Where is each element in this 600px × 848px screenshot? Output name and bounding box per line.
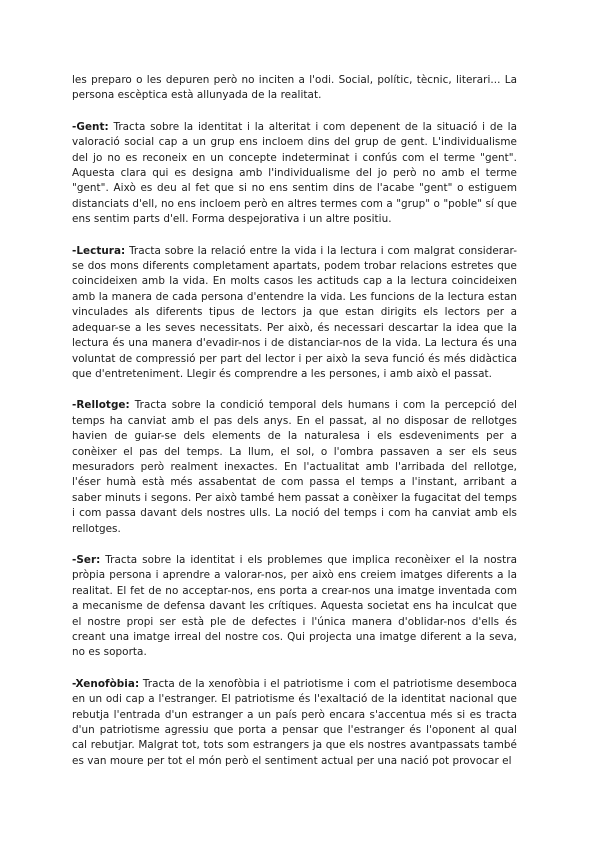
section-term: -Lectura: <box>72 244 126 257</box>
section-text: Tracta sobre la condició temporal dels humans i com la percepció del temps ha canviat amb el pas dels anys. En el passat, al no disposar de rellotges havien de guiar-se dels elements de la naturalesa i els esdeveniments per a conèixer el pas del temps. La llum, el sol, o l'ombra passaven a ser els seus mesuradors però realment inexactes. En l'actualitat amb l'arribada del rellotge, l'éser humà està més assabentat de com passa el temps a l'instant, arribant a saber minuts i segons. Per això també hem passat a conèixer la fugacitat del temps i com passa davant dels nostres ulls. La noció del temps i com ha canviat amb els rellotges. <box>72 399 517 535</box>
section-ser <box>72 553 517 661</box>
section-rellotge <box>72 398 517 537</box>
section-xenofobia <box>72 677 517 769</box>
section-term: -Xenofòbia: <box>72 677 140 690</box>
document-body <box>72 73 517 785</box>
section-text: Tracta sobre la relació entre la vida i la lectura i com malgrat considerar-se dos mons diferents completament apartats, podem trobar relacions estretes que coincideixen amb la vida. En molts casos les actituds cap a la lectura coincideixen amb la manera de cada persona d'entendre la vida. Les funcions de la lectura estan vinculades als diferents tipus de lectors ja que estan dirigits els lectors per a adequar-se a les seves necessitats. Per això, és necessari descartar la idea que la lectura és una manera d'evadir-nos i de distanciar-nos de la vida. La lectura és una voluntat de compressió per part del lector i per això la seva funció és més didàctica que d'entreteniment. Llegir és comprendre a les persones, i amb això el passat. <box>72 244 517 380</box>
section-term: -Gent: <box>72 120 109 133</box>
section-term: -Ser: <box>72 553 101 566</box>
section-text: Tracta de la xenofòbia i el patriotisme i com el patriotisme desemboca en un odi cap a l'estranger. El patriotisme és l'exaltació de la identitat nacional que rebutja l'entrada d'un estranger a un país però encara s'accentua més si es tracta d'un patriotisme agressiu que porta a pensar que l'estranger és l'oponent al qual cal rebutjar. Malgrat tot, tots som estrangers ja que els nostres avantpassats també es van moure per tot el món però el sentiment actual per una nació pot provocar el <box>72 677 517 767</box>
section-text: Tracta sobre la identitat i la alteritat i com depenent de la situació i de la valoració social cap a un grup ens incloem dins del grup de gent. L'individualisme del jo no es reconeix en un concepte indeterminat i confús com el terme "gent". Aquesta clara qui es designa amb l'individualisme del jo però no amb el terme "gent". Això es deu al fet que si no ens sentim dins de l'acabe "gent" o estiguem distanciats d'ell, no ens incloem però en altres termes com a "grup" o "poble" sí que ens sentim parts d'ell. Forma despejorativa i un altre positiu. <box>72 120 517 226</box>
section-gent <box>72 120 517 228</box>
intro-paragraph: les preparo o les depuren però no inciten a l'odi. Social, polític, tècnic, literari... La persona escèptica està allunyada de la realitat. <box>72 74 517 102</box>
section-term: -Rellotge: <box>72 399 130 412</box>
section-text: Tracta sobre la identitat i els problemes que implica reconèixer el la nostra pròpia persona i aprendre a valorar-nos, per això ens creiem imatges diferents a la realitat. El fet de no acceptar-nos, ens porta a crear-nos una imatge inventada com a mecanisme de defensa davant les crítiques. Aquesta societat ens ha inculcat que el nostre propi ser està ple de defectes i l'única manera d'oblidar-nos d'ells és creant una imatge irreal del nostre cos. Qui projecta una imatge diferent a la seva, no es soporta. <box>72 553 517 659</box>
section-lectura <box>72 244 517 383</box>
